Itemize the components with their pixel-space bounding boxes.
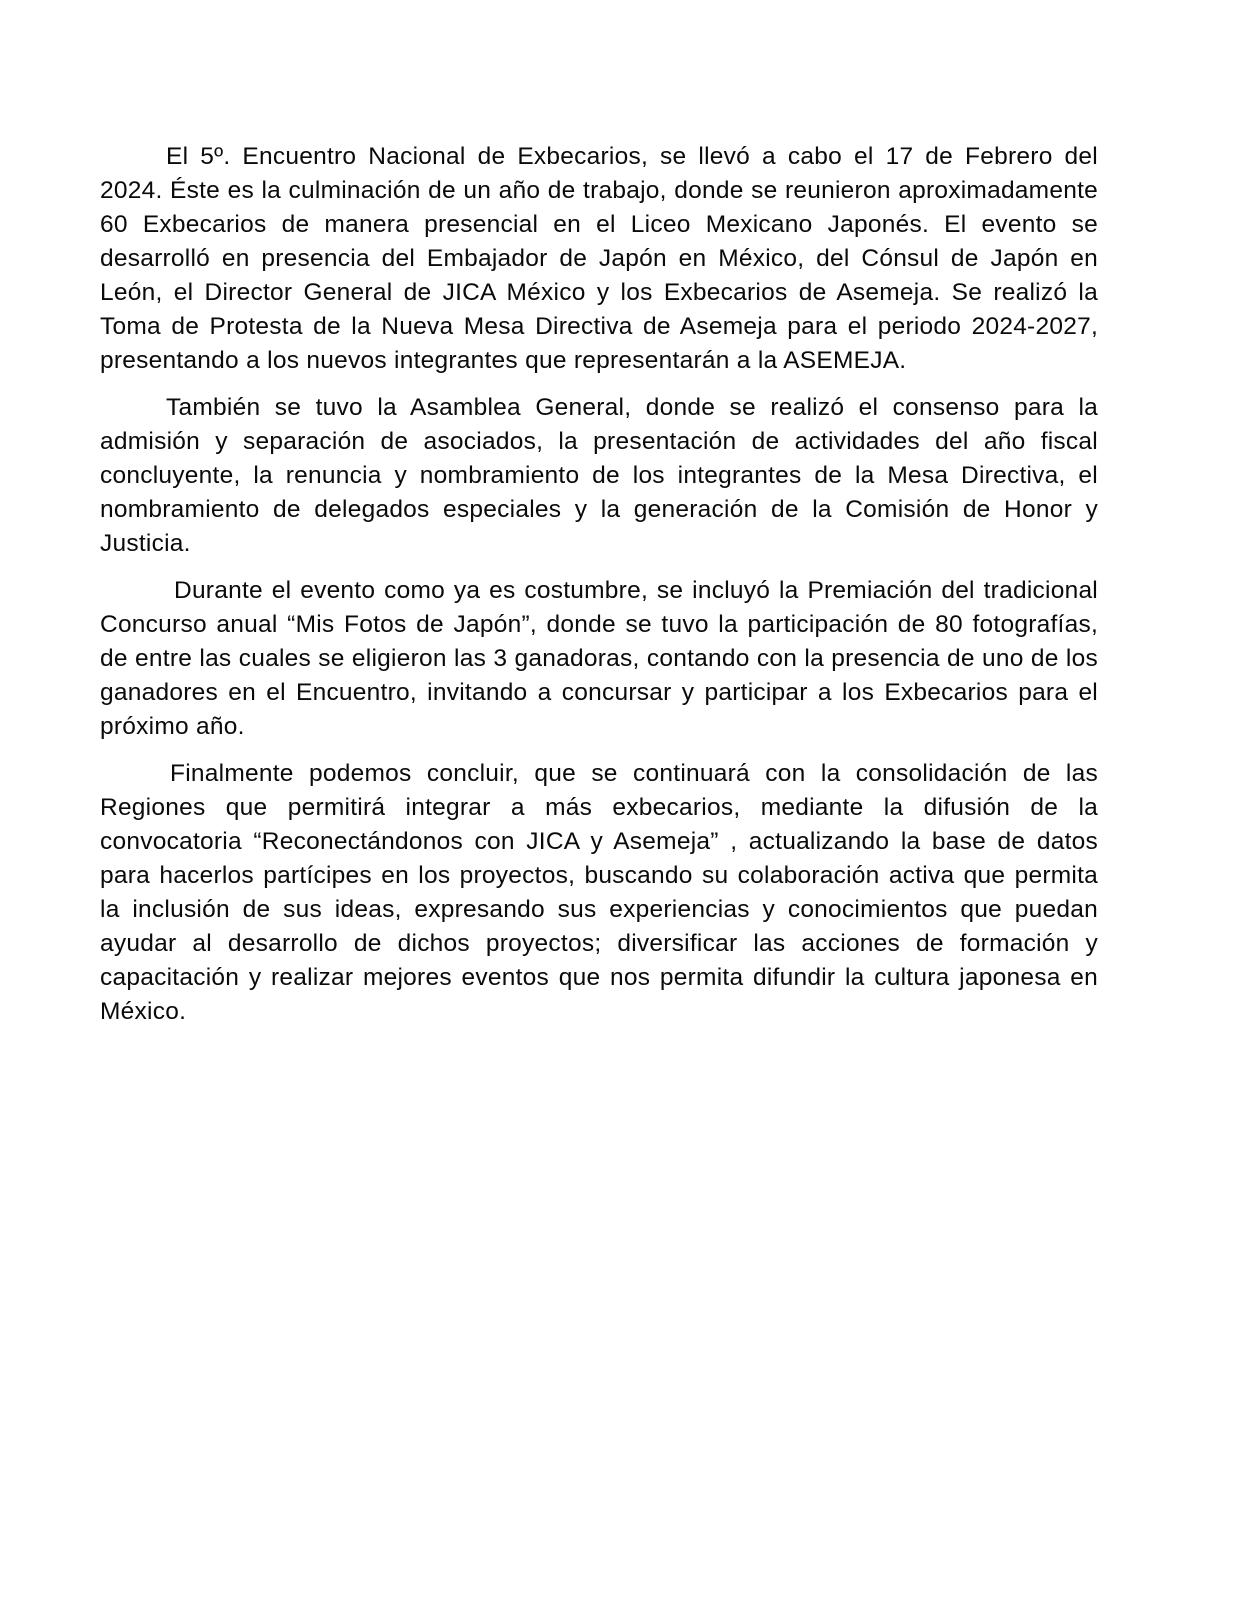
document-text-body — [100, 140, 1098, 1029]
paragraph-2: También se tuvo la Asamblea General, donde se realizó el consenso para la admisión y separación de asociados, la presentación de actividades del año fiscal concluyente, la renuncia y nombramiento de los integrantes de la Mesa Directiva, el nombramiento de delegados especiales y la generación de la Comisión de Honor y Justicia. — [100, 394, 1098, 557]
paragraph-1: El 5º. Encuentro Nacional de Exbecarios, se llevó a cabo el 17 de Febrero del 2024. Éste es la culminación de un año de trabajo, donde se reunieron aproximadamente 60 Exbecarios de manera presencial en el Liceo Mexicano Japonés. El evento se desarrolló en presencia del Embajador de Japón en México, del Cónsul de Japón en León, el Director General de JICA México y los Exbecarios de Asemeja. Se realizó la Toma de Protesta de la Nueva Mesa Directiva de Asemeja para el periodo 2024-2027, presentando a los nuevos integrantes que representarán a la ASEMEJA. — [100, 143, 1098, 374]
paragraph-4: Finalmente podemos concluir, que se continuará con la consolidación de las Regiones que permitirá integrar a más exbecarios, mediante la difusión de la convocatoria “Reconectándonos con JICA y Asemeja” , actualizando la base de datos para hacerlos partícipes en los proyectos, buscando su colaboración activa que permita la inclusión de sus ideas, expresando sus experiencias y conocimientos que puedan ayudar al desarrollo de dichos proyectos; diversificar las acciones de formación y capacitación y realizar mejores eventos que nos permita difundir la cultura japonesa en México. — [100, 760, 1098, 1025]
paragraph-3: Durante el evento como ya es costumbre, se incluyó la Premiación del tradicional Concurso anual “Mis Fotos de Japón”, donde se tuvo la participación de 80 fotografías, de entre las cuales se eligieron las 3 ganadoras, contando con la presencia de uno de los ganadores en el Encuentro, invitando a concursar y participar a los Exbecarios para el próximo año. — [100, 577, 1098, 740]
